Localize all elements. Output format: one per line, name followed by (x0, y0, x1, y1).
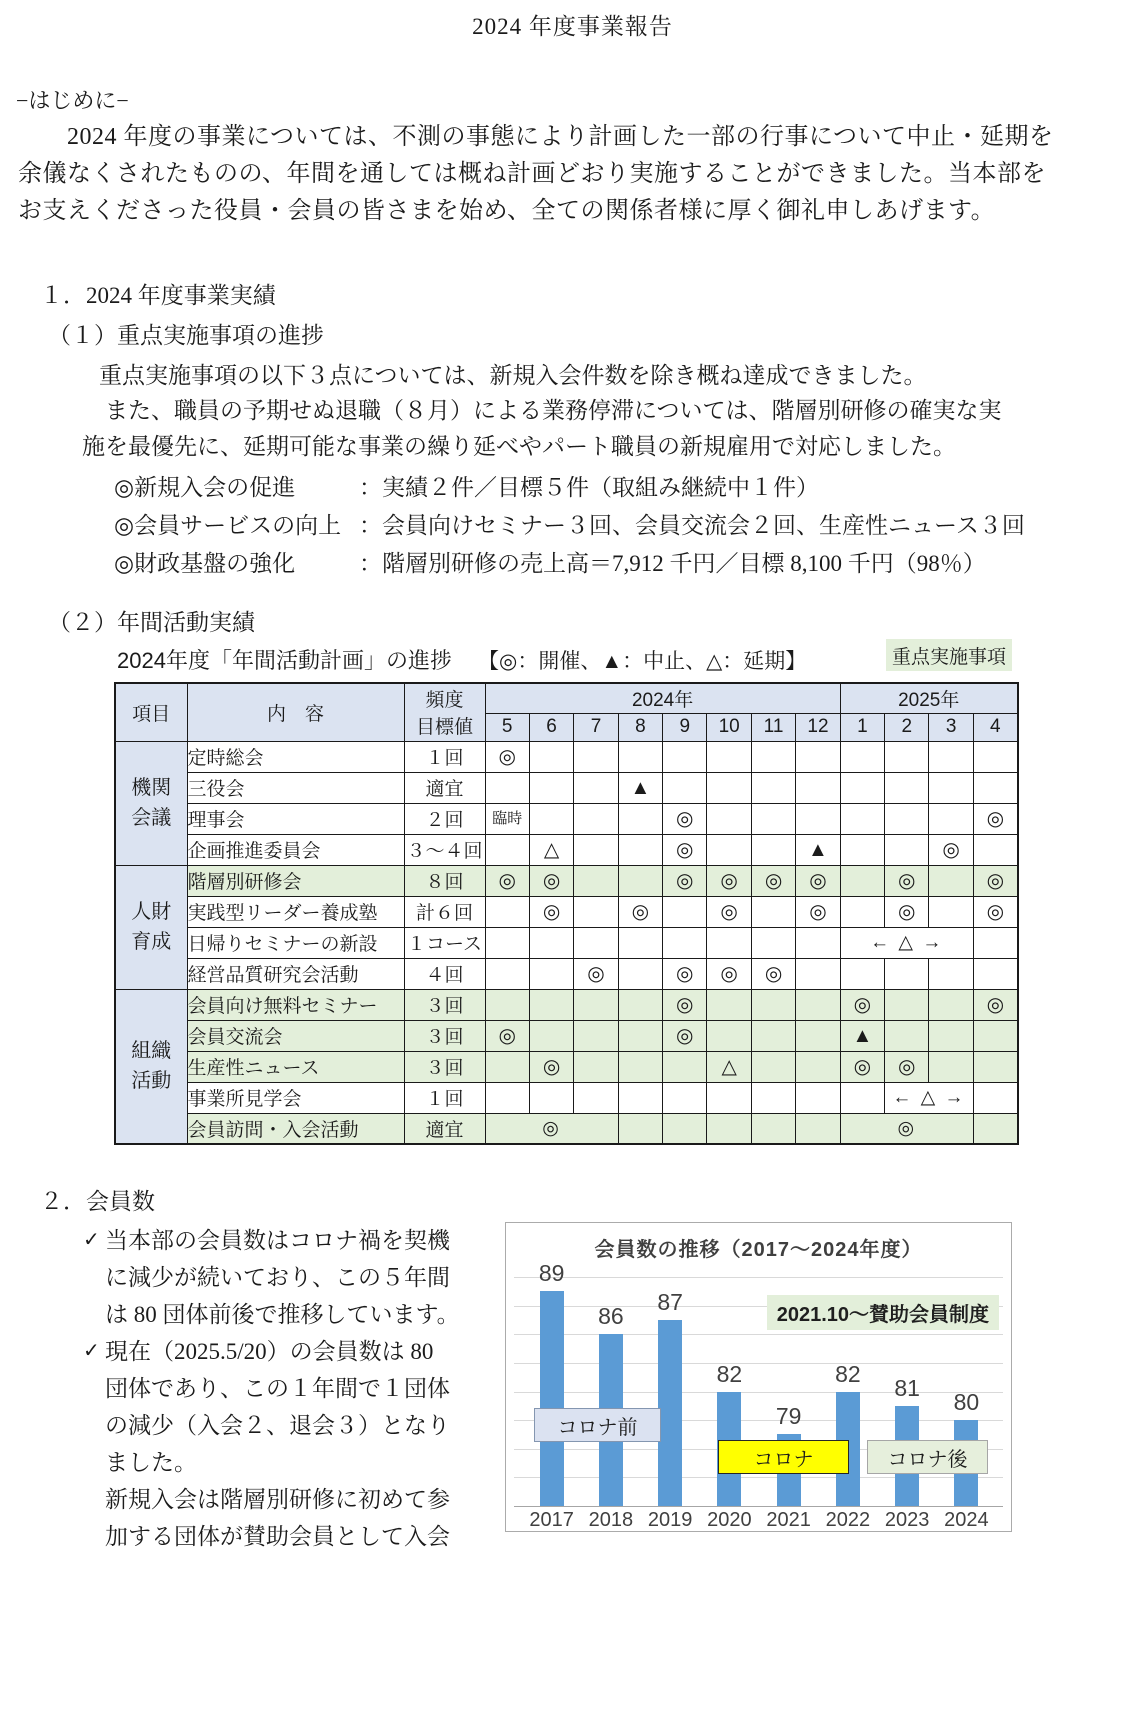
member-note-text: は 80 団体前後で推移しています。 (105, 1302, 460, 1327)
month-mark-cell (973, 741, 1017, 772)
month-mark-cell (529, 958, 573, 989)
month-mark-cell (840, 772, 884, 803)
month-mark-cell: △ (707, 1051, 751, 1082)
month-mark-cell: ◎ (663, 1020, 707, 1051)
chart-gridline (514, 1334, 1003, 1335)
header-content: 内 容 (187, 683, 404, 741)
month-mark-cell (840, 896, 884, 927)
group-cell (115, 989, 187, 1144)
month-mark-cell: ◎ (707, 865, 751, 896)
month-mark-cell (618, 927, 662, 958)
member-note-line (83, 1444, 460, 1481)
membership-notes (83, 1222, 460, 1555)
month-mark-cell (707, 803, 751, 834)
activity-frequency: 適宜 (404, 1113, 485, 1144)
month-mark-cell (796, 1113, 840, 1144)
month-mark-cell: ◎ (663, 958, 707, 989)
month-mark-cell: ← △ → (885, 1082, 974, 1113)
month-mark-cell (574, 1082, 618, 1113)
month-mark-cell (840, 865, 884, 896)
header-month-9: 9 (663, 713, 707, 741)
month-mark-cell: ◎ (485, 741, 529, 772)
month-mark-cell: ◎ (973, 896, 1017, 927)
month-mark-cell (751, 1082, 795, 1113)
member-note-line (83, 1481, 460, 1518)
activity-name: 日帰りセミナーの新設 (187, 927, 404, 958)
month-mark-cell (751, 1051, 795, 1082)
bullet-text: ：実績２件／目標５件（取組み継続中１件） (359, 475, 819, 500)
month-mark-cell (796, 1020, 840, 1051)
month-mark-cell (929, 989, 973, 1020)
month-mark-cell (574, 772, 618, 803)
month-mark-cell (663, 1113, 707, 1144)
sub2-heading: （２）年間活動実績 (48, 610, 255, 635)
month-mark-cell (751, 741, 795, 772)
chart-title: 会員数の推移（2017～2024年度） (594, 1239, 923, 1261)
month-mark-cell: ◎ (973, 865, 1017, 896)
month-mark-cell (663, 741, 707, 772)
member-note-text: に減少が続いており、この５年間 (105, 1265, 450, 1290)
bar-value-2024: 80 (953, 1389, 980, 1416)
month-mark-cell: ▲ (618, 772, 662, 803)
month-mark-cell (574, 803, 618, 834)
header-month-5: 5 (485, 713, 529, 741)
period-label-2: コロナ (718, 1440, 849, 1474)
x-tick-2021: 2021 (766, 1509, 811, 1531)
activity-name: 事業所見学会 (187, 1082, 404, 1113)
month-mark-cell: △ (529, 834, 573, 865)
bar-value-2019: 87 (657, 1288, 683, 1315)
month-mark-cell (574, 1020, 618, 1051)
section2-heading: ２．会員数 (40, 1189, 155, 1214)
check-spacer (83, 1481, 105, 1518)
month-mark-cell (885, 741, 929, 772)
member-note-line (83, 1407, 460, 1444)
activity-name: 実践型リーダー養成塾 (187, 896, 404, 927)
month-mark-cell (707, 1082, 751, 1113)
month-mark-cell: 臨時 (485, 803, 529, 834)
x-tick-2024: 2024 (944, 1509, 989, 1531)
month-mark-cell (796, 958, 840, 989)
activity-frequency: 計６回 (404, 896, 485, 927)
month-mark-cell (929, 896, 973, 927)
month-mark-cell: ▲ (796, 834, 840, 865)
activity-frequency: ４回 (404, 958, 485, 989)
month-mark-cell: ◎ (973, 803, 1017, 834)
member-note-text: の減少（入会２、退会３）となり (105, 1413, 450, 1438)
activity-name: 会員向け無料セミナー (187, 989, 404, 1020)
group-label-line: 育成 (131, 931, 172, 953)
month-mark-cell: ◎ (663, 803, 707, 834)
x-tick-2020: 2020 (707, 1509, 752, 1531)
check-spacer (83, 1444, 105, 1481)
month-mark-cell: ◎ (840, 989, 884, 1020)
month-mark-cell: ◎ (796, 896, 840, 927)
month-mark-cell: ◎ (751, 865, 795, 896)
month-mark-cell (929, 772, 973, 803)
month-mark-cell: ◎ (485, 1113, 618, 1144)
member-note-text: 現在（2025.5/20）の会員数は 80 (105, 1339, 434, 1364)
member-note-text: ました。 (105, 1450, 197, 1475)
month-mark-cell (973, 1051, 1017, 1082)
month-mark-cell: ◎ (663, 989, 707, 1020)
bullet-label: ◎財政基盤の強化 (114, 551, 296, 576)
bar-value-2023: 81 (894, 1374, 920, 1401)
sub1-para2-line-2: 施を最優先に、延期可能な事業の繰り延べやパート職員の新規雇用で対応しました。 (82, 434, 956, 459)
month-mark-cell (751, 803, 795, 834)
month-mark-cell (529, 1082, 573, 1113)
month-mark-cell: ◎ (840, 1113, 973, 1144)
bar-value-2022: 82 (835, 1360, 861, 1387)
month-mark-cell: ◎ (663, 865, 707, 896)
activity-name: 理事会 (187, 803, 404, 834)
month-mark-cell (529, 772, 573, 803)
achievement-bullets (114, 469, 1025, 583)
month-mark-cell (618, 865, 662, 896)
check-spacer (83, 1370, 105, 1407)
bullet-text: ：会員向けセミナー３回、会員交流会２回、生産性ニュース３回 (359, 513, 1025, 538)
sub1-heading: （１）重点実施事項の進捗 (48, 323, 324, 348)
month-mark-cell (973, 834, 1017, 865)
intro-line-2: 余儀なくされたものの、年間を通しては概ね計画どおり実施することができました。当本部を (18, 161, 1047, 187)
month-mark-cell (529, 1020, 573, 1051)
bullet-label: ◎新規入会の促進 (114, 475, 296, 500)
x-tick-2019: 2019 (647, 1509, 693, 1531)
header-month-1: 1 (840, 713, 884, 741)
month-mark-cell (885, 834, 929, 865)
x-tick-2018: 2018 (588, 1509, 634, 1531)
bar-value-2018: 86 (598, 1303, 624, 1330)
header-frequency (404, 683, 485, 741)
month-mark-cell (485, 896, 529, 927)
page-title: 2024 年度事業報告 (472, 14, 673, 39)
activity-frequency: ２回 (404, 803, 485, 834)
annual-activity-table (114, 682, 1019, 1145)
month-mark-cell (529, 741, 573, 772)
header-year-2024: 2024年 (485, 683, 840, 713)
intro-paragraph (18, 119, 1054, 230)
month-mark-cell (707, 1020, 751, 1051)
month-mark-cell: ◎ (529, 865, 573, 896)
month-mark-cell (707, 1113, 751, 1144)
month-mark-cell (751, 927, 795, 958)
month-mark-cell: ◎ (796, 865, 840, 896)
month-mark-cell: ◎ (929, 834, 973, 865)
sub1-paragraph-1: 重点実施事項の以下３点については、新規入会件数を除き概ね達成できました。 (99, 363, 927, 388)
header-month-11: 11 (751, 713, 795, 741)
member-note-text: 団体であり、この１年間で１団体 (105, 1376, 450, 1401)
intro-line-3: お支えくださった役員・会員の皆さまを始め、全ての関係者様に厚く御礼申しあげます。 (18, 198, 996, 224)
member-note-text: 新規入会は階層別研修に初めて参 (105, 1487, 450, 1512)
check-spacer (83, 1407, 105, 1444)
month-mark-cell (751, 1020, 795, 1051)
member-note-line (83, 1518, 460, 1555)
month-mark-cell (796, 1051, 840, 1082)
bullet-label: ◎会員サービスの向上 (114, 513, 342, 538)
month-mark-cell (796, 1082, 840, 1113)
month-mark-cell (929, 865, 973, 896)
activity-frequency: ３回 (404, 989, 485, 1020)
month-mark-cell (885, 958, 929, 989)
x-tick-2017: 2017 (529, 1509, 574, 1531)
month-mark-cell: ◎ (663, 834, 707, 865)
group-cell (115, 741, 187, 865)
activity-name: 企画推進委員会 (187, 834, 404, 865)
header-month-8: 8 (618, 713, 662, 741)
sub1-para2-line-1: また、職員の予期せぬ退職（８月）による業務停滞については、階層別研修の確実な実 (82, 398, 1002, 423)
month-mark-cell (707, 927, 751, 958)
month-mark-cell (529, 989, 573, 1020)
header-item: 項目 (115, 683, 187, 741)
month-mark-cell (618, 1051, 662, 1082)
month-mark-cell (663, 896, 707, 927)
group-label-line: 会議 (131, 807, 172, 829)
month-mark-cell (707, 772, 751, 803)
month-mark-cell (574, 927, 618, 958)
month-mark-cell: ◎ (574, 958, 618, 989)
month-mark-cell (618, 803, 662, 834)
month-mark-cell: ◎ (885, 1051, 929, 1082)
month-mark-cell: ◎ (840, 1051, 884, 1082)
activity-name: 階層別研修会 (187, 865, 404, 896)
header-month-7: 7 (574, 713, 618, 741)
intro-line-1: 2024 年度の事業については、不測の事態により計画した一部の行事について中止・延期を (18, 124, 1054, 150)
period-label-1: コロナ前 (534, 1408, 661, 1442)
member-note-line (83, 1333, 460, 1370)
activity-name: 会員訪問・入会活動 (187, 1113, 404, 1144)
activity-frequency: ３回 (404, 1020, 485, 1051)
month-mark-cell (840, 834, 884, 865)
month-mark-cell (929, 1051, 973, 1082)
month-mark-cell (574, 741, 618, 772)
month-mark-cell (796, 989, 840, 1020)
header-frequency-line: 目標値 (415, 717, 473, 739)
check-spacer (83, 1518, 105, 1555)
month-mark-cell (707, 989, 751, 1020)
activity-name: 定時総会 (187, 741, 404, 772)
header-month-6: 6 (529, 713, 573, 741)
group-cell (115, 865, 187, 989)
month-mark-cell (663, 1051, 707, 1082)
month-mark-cell: ← △ → (840, 927, 973, 958)
month-mark-cell (618, 834, 662, 865)
activity-frequency: １回 (404, 741, 485, 772)
month-mark-cell (618, 1082, 662, 1113)
month-mark-cell: ◎ (707, 958, 751, 989)
month-mark-cell (618, 958, 662, 989)
activity-frequency: ３～４回 (404, 834, 485, 865)
month-mark-cell (973, 958, 1017, 989)
month-mark-cell (929, 741, 973, 772)
month-mark-cell (663, 772, 707, 803)
table-legend: 【◎：開催、▲：中止、△：延期】 (478, 650, 807, 673)
month-mark-cell (618, 741, 662, 772)
bar-value-2020: 82 (716, 1360, 743, 1387)
month-mark-cell (574, 896, 618, 927)
month-mark-cell (973, 1020, 1017, 1051)
bar-value-2017: 89 (538, 1260, 565, 1287)
activity-frequency: ３回 (404, 1051, 485, 1082)
month-mark-cell (707, 834, 751, 865)
chart-gridline (514, 1477, 1003, 1478)
activity-frequency: ８回 (404, 865, 485, 896)
month-mark-cell (840, 741, 884, 772)
achievement-bullet-1 (114, 469, 1025, 507)
month-mark-cell (973, 1113, 1017, 1144)
month-mark-cell (574, 1051, 618, 1082)
month-mark-cell: ◎ (529, 896, 573, 927)
group-label-line: 活動 (131, 1070, 172, 1093)
x-tick-2022: 2022 (825, 1509, 871, 1531)
member-note-line (83, 1222, 460, 1259)
header-month-10: 10 (707, 713, 751, 741)
month-mark-cell (885, 989, 929, 1020)
header-month-3: 3 (929, 713, 973, 741)
group-label-line: 機関 (131, 777, 172, 799)
month-mark-cell (485, 989, 529, 1020)
header-month-2: 2 (885, 713, 929, 741)
activity-frequency: １回 (404, 1082, 485, 1113)
month-mark-cell (663, 927, 707, 958)
month-mark-cell (929, 803, 973, 834)
month-mark-cell (796, 803, 840, 834)
month-mark-cell (485, 834, 529, 865)
member-note-line (83, 1259, 460, 1296)
month-mark-cell (929, 1020, 973, 1051)
month-mark-cell (885, 772, 929, 803)
month-mark-cell: ◎ (618, 896, 662, 927)
group-label-line: 人財 (131, 901, 172, 923)
month-mark-cell (751, 1113, 795, 1144)
month-mark-cell (485, 927, 529, 958)
month-mark-cell (973, 1082, 1017, 1113)
month-mark-cell (485, 1051, 529, 1082)
check-spacer (83, 1259, 105, 1296)
bar-value-2021: 79 (775, 1403, 802, 1430)
month-mark-cell (751, 772, 795, 803)
header-frequency-line: 頻度 (425, 690, 464, 712)
month-mark-cell (796, 772, 840, 803)
month-mark-cell (840, 1082, 884, 1113)
chart-annotation: 2021.10～賛助会員制度 (767, 1295, 999, 1330)
activity-name: 生産性ニュース (187, 1051, 404, 1082)
month-mark-cell (618, 989, 662, 1020)
month-mark-cell (973, 772, 1017, 803)
month-mark-cell: ◎ (885, 865, 929, 896)
month-mark-cell: ◎ (751, 958, 795, 989)
table-caption: 2024年度「年間活動計画」の進捗 (117, 648, 452, 673)
member-note-line (83, 1296, 460, 1333)
check-icon: ✓ (83, 1229, 100, 1251)
chart-bar-2017 (540, 1291, 564, 1506)
activity-name: 会員交流会 (187, 1020, 404, 1051)
header-year-2025: 2025年 (840, 683, 1018, 713)
month-mark-cell (574, 834, 618, 865)
month-mark-cell (574, 865, 618, 896)
check-spacer (83, 1296, 105, 1333)
month-mark-cell (751, 896, 795, 927)
bullet-text: ：階層別研修の売上高＝7,912 千円／目標 8,100 千円（98％） (359, 551, 986, 576)
month-mark-cell: ◎ (485, 865, 529, 896)
priority-items-badge: 重点実施事項 (886, 639, 1012, 671)
check-icon: ✓ (83, 1340, 100, 1362)
achievement-bullet-3 (114, 545, 1025, 583)
month-mark-cell (751, 989, 795, 1020)
month-mark-cell: ◎ (529, 1051, 573, 1082)
chart-x-axis (514, 1506, 1003, 1507)
month-mark-cell (973, 927, 1017, 958)
group-label-line: 組織 (131, 1040, 172, 1063)
month-mark-cell (885, 803, 929, 834)
membership-chart (505, 1222, 1012, 1532)
month-mark-cell (751, 834, 795, 865)
achievement-bullet-2 (114, 507, 1025, 545)
x-tick-2023: 2023 (884, 1509, 930, 1531)
month-mark-cell (707, 741, 751, 772)
month-mark-cell (796, 741, 840, 772)
month-mark-cell (885, 1020, 929, 1051)
month-mark-cell: ▲ (840, 1020, 884, 1051)
month-mark-cell (618, 1113, 662, 1144)
month-mark-cell: ◎ (973, 989, 1017, 1020)
chart-gridline (514, 1277, 1003, 1278)
month-mark-cell (840, 958, 884, 989)
month-mark-cell (485, 1082, 529, 1113)
month-mark-cell (929, 958, 973, 989)
activity-name: 経営品質研究会活動 (187, 958, 404, 989)
month-mark-cell (618, 1020, 662, 1051)
member-note-text: 当本部の会員数はコロナ禍を契機 (105, 1228, 450, 1253)
month-mark-cell (796, 927, 840, 958)
month-mark-cell: ◎ (485, 1020, 529, 1051)
month-mark-cell (840, 803, 884, 834)
month-mark-cell (529, 803, 573, 834)
month-mark-cell: ◎ (885, 896, 929, 927)
activity-name: 三役会 (187, 772, 404, 803)
sub1-paragraph-2 (82, 393, 1002, 465)
month-mark-cell (485, 958, 529, 989)
activity-frequency: １コース (404, 927, 485, 958)
month-mark-cell: ◎ (707, 896, 751, 927)
header-month-12: 12 (796, 713, 840, 741)
month-mark-cell (663, 1082, 707, 1113)
month-mark-cell (529, 927, 573, 958)
activity-frequency: 適宜 (404, 772, 485, 803)
intro-heading: −はじめに− (16, 88, 129, 113)
period-label-3: コロナ後 (867, 1440, 988, 1474)
month-mark-cell (485, 772, 529, 803)
member-note-text: 加する団体が賛助会員として入会 (105, 1524, 450, 1549)
chart-bar-2019 (658, 1320, 682, 1506)
member-note-line (83, 1370, 460, 1407)
header-month-4: 4 (973, 713, 1017, 741)
section1-heading: １．2024 年度事業実績 (40, 283, 276, 308)
month-mark-cell (574, 989, 618, 1020)
